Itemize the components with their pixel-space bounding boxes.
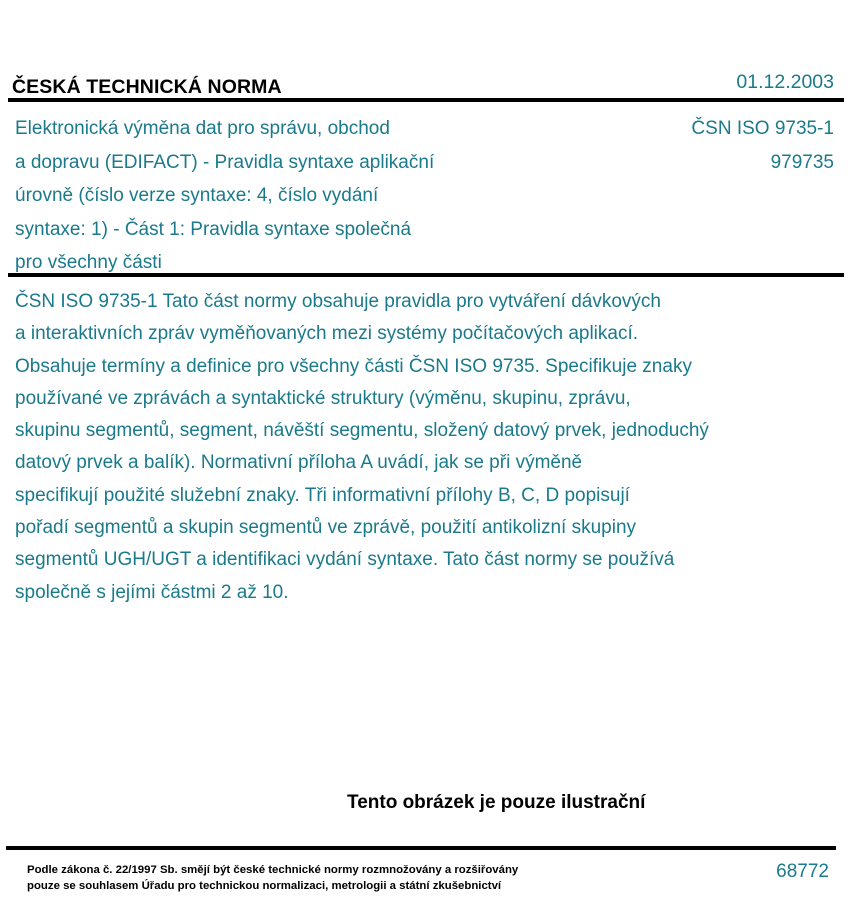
top-divider — [8, 98, 844, 102]
abstract-line: specifikují použité služební znaky. Tři informativní přílohy B, C, D popisují — [15, 484, 630, 506]
standard-title-line: pro všechny části — [15, 252, 162, 273]
middle-divider — [8, 273, 844, 277]
abstract-line: segmentů UGH/UGT a identifikaci vydání syntaxe. Tato část normy se používá — [15, 549, 675, 571]
standard-title-line: a dopravu (EDIFACT) - Pravidla syntaxe aplikační — [15, 151, 435, 173]
document-heading: ČESKÁ TECHNICKÁ NORMA — [12, 76, 282, 98]
abstract-line: používané ve zprávách a syntaktické struktury (výměnu, skupinu, zprávu, — [15, 387, 631, 409]
abstract-line: ČSN ISO 9735-1 Tato část normy obsahuje pravidla pro vytváření dávkových — [15, 291, 661, 312]
standard-title-line: syntaxe: 1) - Část 1: Pravidla syntaxe společná — [15, 218, 412, 240]
abstract-line: Obsahuje termíny a definice pro všechny části ČSN ISO 9735. Specifikuje znaky — [15, 355, 692, 377]
abstract-line: datový prvek a balík). Normativní příloha A uvádí, jak se při výměně — [15, 452, 583, 474]
standard-title-line: Elektronická výměna dat pro správu, obchod — [15, 118, 390, 139]
standard-class-number: 979735 — [770, 151, 834, 173]
legal-notice — [27, 862, 518, 894]
abstract-line: pořadí segmentů a skupin segmentů ve zprávě, použití antikolizní skupiny — [15, 517, 637, 539]
publication-date: 01.12.2003 — [736, 71, 834, 93]
legal-line: pouze se souhlasem Úřadu pro technickou normalizaci, metrologii a státní zkušebnictví — [27, 880, 502, 892]
standard-designation: ČSN ISO 9735-1 — [691, 118, 834, 139]
abstract-line: skupinu segmentů, segment, návěští segmentu, složený datový prvek, jednoduchý — [15, 420, 709, 442]
standard-title-line: úrovně (číslo verze syntaxe: 4, číslo vydání — [15, 185, 379, 206]
abstract-text — [15, 286, 845, 609]
abstract-line: společně s jejími částmi 2 až 10. — [15, 581, 289, 603]
footer-divider — [6, 846, 836, 850]
standard-title — [15, 112, 535, 280]
catalog-number: 68772 — [776, 861, 829, 882]
illustration-note: Tento obrázek je pouze ilustrační — [347, 792, 646, 813]
legal-line: Podle zákona č. 22/1997 Sb. smějí být české technické normy rozmnožovány a rozšiřovány — [27, 864, 519, 876]
standard-identifiers — [691, 112, 834, 179]
abstract-line: a interaktivních zpráv vyměňovaných mezi systémy počítačových aplikací. — [15, 323, 639, 345]
